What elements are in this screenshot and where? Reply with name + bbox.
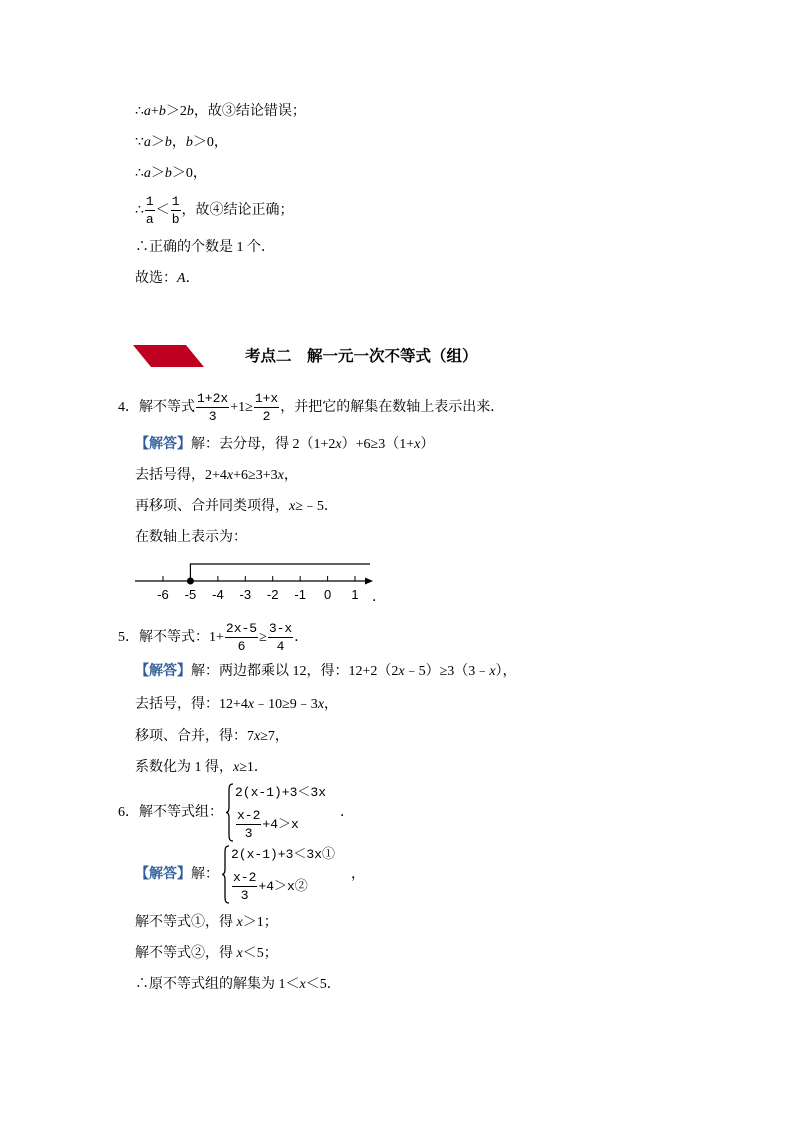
text-segment: ≥ (259, 629, 267, 645)
fraction-numerator: x-2 (233, 870, 257, 885)
math-variable: x (254, 729, 261, 744)
text-segment: ）， (495, 664, 517, 679)
inequality-system (225, 783, 326, 842)
text-segment: ） (420, 437, 435, 452)
solution-line-2 (135, 133, 228, 153)
text-segment: 系数化为 1 得， (135, 760, 233, 775)
solution-line-5 (135, 238, 275, 258)
math-variable: a (143, 166, 151, 181)
solution-line-4 (135, 193, 294, 228)
number-line-label: 0 (323, 587, 332, 602)
solution-line-1 (135, 102, 306, 122)
text-segment: ＜5； (242, 946, 278, 961)
text-segment: 再移项、合并同类项得， (135, 499, 289, 514)
problem-6-answer-line-1 (135, 913, 278, 933)
text-segment: ∴正确的个数是 1 个． (135, 240, 275, 255)
section-title: 考点二 解一元一次不等式（组） (245, 346, 478, 365)
solution-line-3 (135, 164, 207, 184)
text-segment: 去括号，得：12+4 (135, 697, 248, 712)
number-line-label: 1 (351, 587, 359, 602)
problem-6-stem (118, 783, 354, 842)
math-variable: x (317, 697, 325, 712)
text-segment: ，故③结论错误； (193, 104, 306, 119)
number-line (130, 555, 392, 605)
solution-set-ray (190, 564, 370, 581)
number-line-arrow-icon (365, 578, 373, 585)
text-segment: + (150, 104, 159, 119)
text-segment: ． (294, 629, 309, 645)
fraction (232, 869, 257, 904)
math-variable: x (236, 946, 243, 961)
text-segment: +4＞x② (258, 878, 308, 894)
number-line-label: -5 (184, 587, 197, 602)
problem-5-answer-line-4 (135, 758, 268, 778)
system-rows (235, 783, 326, 842)
problem-number: 4． (118, 399, 139, 415)
math-variable: x (299, 977, 306, 992)
fraction (236, 807, 261, 842)
text-segment: ＞1； (242, 915, 278, 930)
fraction-denominator: 3 (240, 888, 249, 903)
problem-5-answer-line-1 (135, 662, 517, 682)
fraction (145, 193, 155, 228)
fraction-numerator: 1 (145, 194, 154, 209)
number-line-label: -2 (266, 587, 279, 602)
math-variable: x (247, 697, 255, 712)
text-segment: ﹣10≥9﹣3 (254, 697, 318, 712)
brace-path (226, 784, 233, 841)
text-segment: ， (324, 697, 339, 712)
fraction-numerator: 2x-5 (225, 621, 258, 636)
solution-boundary-dot (187, 578, 193, 584)
problem-5-stem (118, 620, 308, 655)
problem-5-answer-line-2 (135, 695, 338, 715)
problem-4-answer-line-2 (135, 466, 298, 486)
fraction-numerator: 1+2x (197, 391, 229, 406)
system-row-2 (231, 869, 335, 904)
text-segment: 解不等式：1+ (139, 629, 224, 645)
math-variable: b (164, 166, 172, 181)
text-segment: +4＞x (262, 816, 299, 832)
math-variable: b (164, 135, 172, 150)
text-segment: 移项、合并，得：7 (135, 729, 254, 744)
problem-number: 5． (118, 629, 139, 645)
because-symbol: ∵ (135, 135, 144, 150)
text-segment: ＞0， (171, 166, 207, 181)
fraction-numerator: 1+x (254, 391, 279, 406)
ribbon-shape (133, 345, 204, 367)
text-segment: ， (351, 866, 366, 882)
text-segment: ． (340, 804, 355, 820)
text-segment: +1≥ (230, 399, 253, 415)
number-line-label: -1 (294, 587, 306, 602)
text-segment: 解不等式②，得 (135, 946, 237, 961)
text-segment: 解不等式 (139, 399, 195, 415)
system-rows (231, 845, 335, 904)
math-variable: x (277, 468, 284, 483)
therefore-symbol: ∴ (135, 202, 144, 218)
inequality-system (221, 845, 335, 904)
text-segment: ， (171, 135, 186, 150)
problem-4-answer-line-1 (135, 435, 434, 455)
solution-line-6 (135, 269, 200, 289)
answer-tag: 【解答】 (135, 664, 191, 679)
text-segment: ≥﹣5． (295, 499, 338, 514)
text-segment: 解： (191, 866, 219, 882)
left-brace-icon (221, 845, 230, 904)
problem-6-answer-line-3 (135, 975, 341, 995)
number-line-label: -6 (157, 587, 169, 602)
less-than-symbol: ＜ (155, 202, 170, 218)
math-variable: x (335, 437, 342, 452)
fraction-numerator: 3-x (268, 621, 293, 636)
fraction-denominator: a (145, 212, 154, 227)
text-segment: 解：去分母，得 2（1+2 (191, 437, 336, 452)
text-segment: 解不等式组： (139, 804, 223, 820)
system-row-1: 2(x-1)+3＜3x① (231, 847, 336, 862)
problem-4-answer-line-4 (135, 528, 247, 548)
text-segment: 在数轴上表示为： (135, 530, 247, 545)
left-brace-icon (225, 783, 234, 842)
therefore-symbol: ∴ (135, 166, 144, 181)
fraction-denominator: 4 (276, 639, 285, 654)
brace-path (222, 846, 229, 903)
answer-tag: 【解答】 (135, 437, 191, 452)
text-segment: 解：两边都乘以 12，得：12+2（2 (191, 664, 399, 679)
math-variable: b (158, 104, 166, 119)
text-segment: ＜5． (305, 977, 341, 992)
math-variable: x (226, 468, 234, 483)
problem-number: 6． (118, 804, 139, 820)
text-segment: ≥7， (260, 729, 289, 744)
text-segment: ＞0， (192, 135, 228, 150)
fraction-denominator: 3 (244, 826, 253, 841)
math-variable: x (236, 915, 243, 930)
text-segment: ． (185, 271, 200, 286)
math-variable: b (186, 104, 194, 119)
math-variable: x (414, 437, 421, 452)
math-variable: x (398, 664, 405, 679)
problem-4-answer-line-3 (135, 497, 338, 517)
problem-6-answer-system (135, 845, 365, 904)
fraction (254, 390, 279, 425)
math-variable: x (289, 499, 296, 514)
math-variable: a (143, 104, 151, 119)
problem-5-answer-line-3 (135, 727, 289, 747)
therefore-symbol: ∴ (135, 104, 144, 119)
fraction-numerator: x-2 (237, 808, 261, 823)
answer-tag: 【解答】 (135, 866, 191, 882)
text-segment: ∴原不等式组的解集为 1＜ (135, 977, 300, 992)
system-row-2 (235, 807, 326, 842)
problem-4-stem (118, 390, 504, 425)
text-segment: ＞2 (165, 104, 187, 119)
fraction-numerator: 1 (171, 194, 180, 209)
fraction-denominator: 6 (237, 639, 246, 654)
number-line-label: -4 (212, 587, 224, 602)
text-segment: ，故④结论正确； (181, 202, 294, 218)
problem-6-answer-line-2 (135, 944, 278, 964)
text-segment: ＞ (150, 135, 165, 150)
math-variable: x (233, 760, 240, 775)
text-segment: 故选： (135, 271, 177, 286)
text-segment: ＞ (150, 166, 165, 181)
math-variable: x (489, 664, 496, 679)
number-line-period: ． (372, 590, 386, 605)
number-line-label: -3 (239, 587, 252, 602)
system-row-1: 2(x-1)+3＜3x (235, 785, 327, 800)
text-segment: ，并把它的解集在数轴上表示出来． (280, 399, 505, 415)
math-variable: a (143, 135, 151, 150)
text-segment: 解不等式①，得 (135, 915, 237, 930)
text-segment: ≥1． (239, 760, 268, 775)
section-ribbon-icon (133, 345, 205, 368)
text-segment: +6≥3+3 (233, 468, 278, 483)
answer-choice: A (177, 271, 186, 286)
fraction (225, 620, 258, 655)
math-variable: b (185, 135, 193, 150)
fraction-denominator: b (171, 212, 180, 227)
text-segment: ）+6≥3（1+ (341, 437, 415, 452)
fraction (171, 193, 181, 228)
fraction (268, 620, 293, 655)
text-segment: ﹣5）≥3（3﹣ (404, 664, 490, 679)
fraction-denominator: 2 (262, 409, 271, 424)
fraction-denominator: 3 (208, 409, 217, 424)
text-segment: ， (283, 468, 298, 483)
fraction (196, 390, 229, 425)
text-segment: 去括号得，2+4 (135, 468, 227, 483)
